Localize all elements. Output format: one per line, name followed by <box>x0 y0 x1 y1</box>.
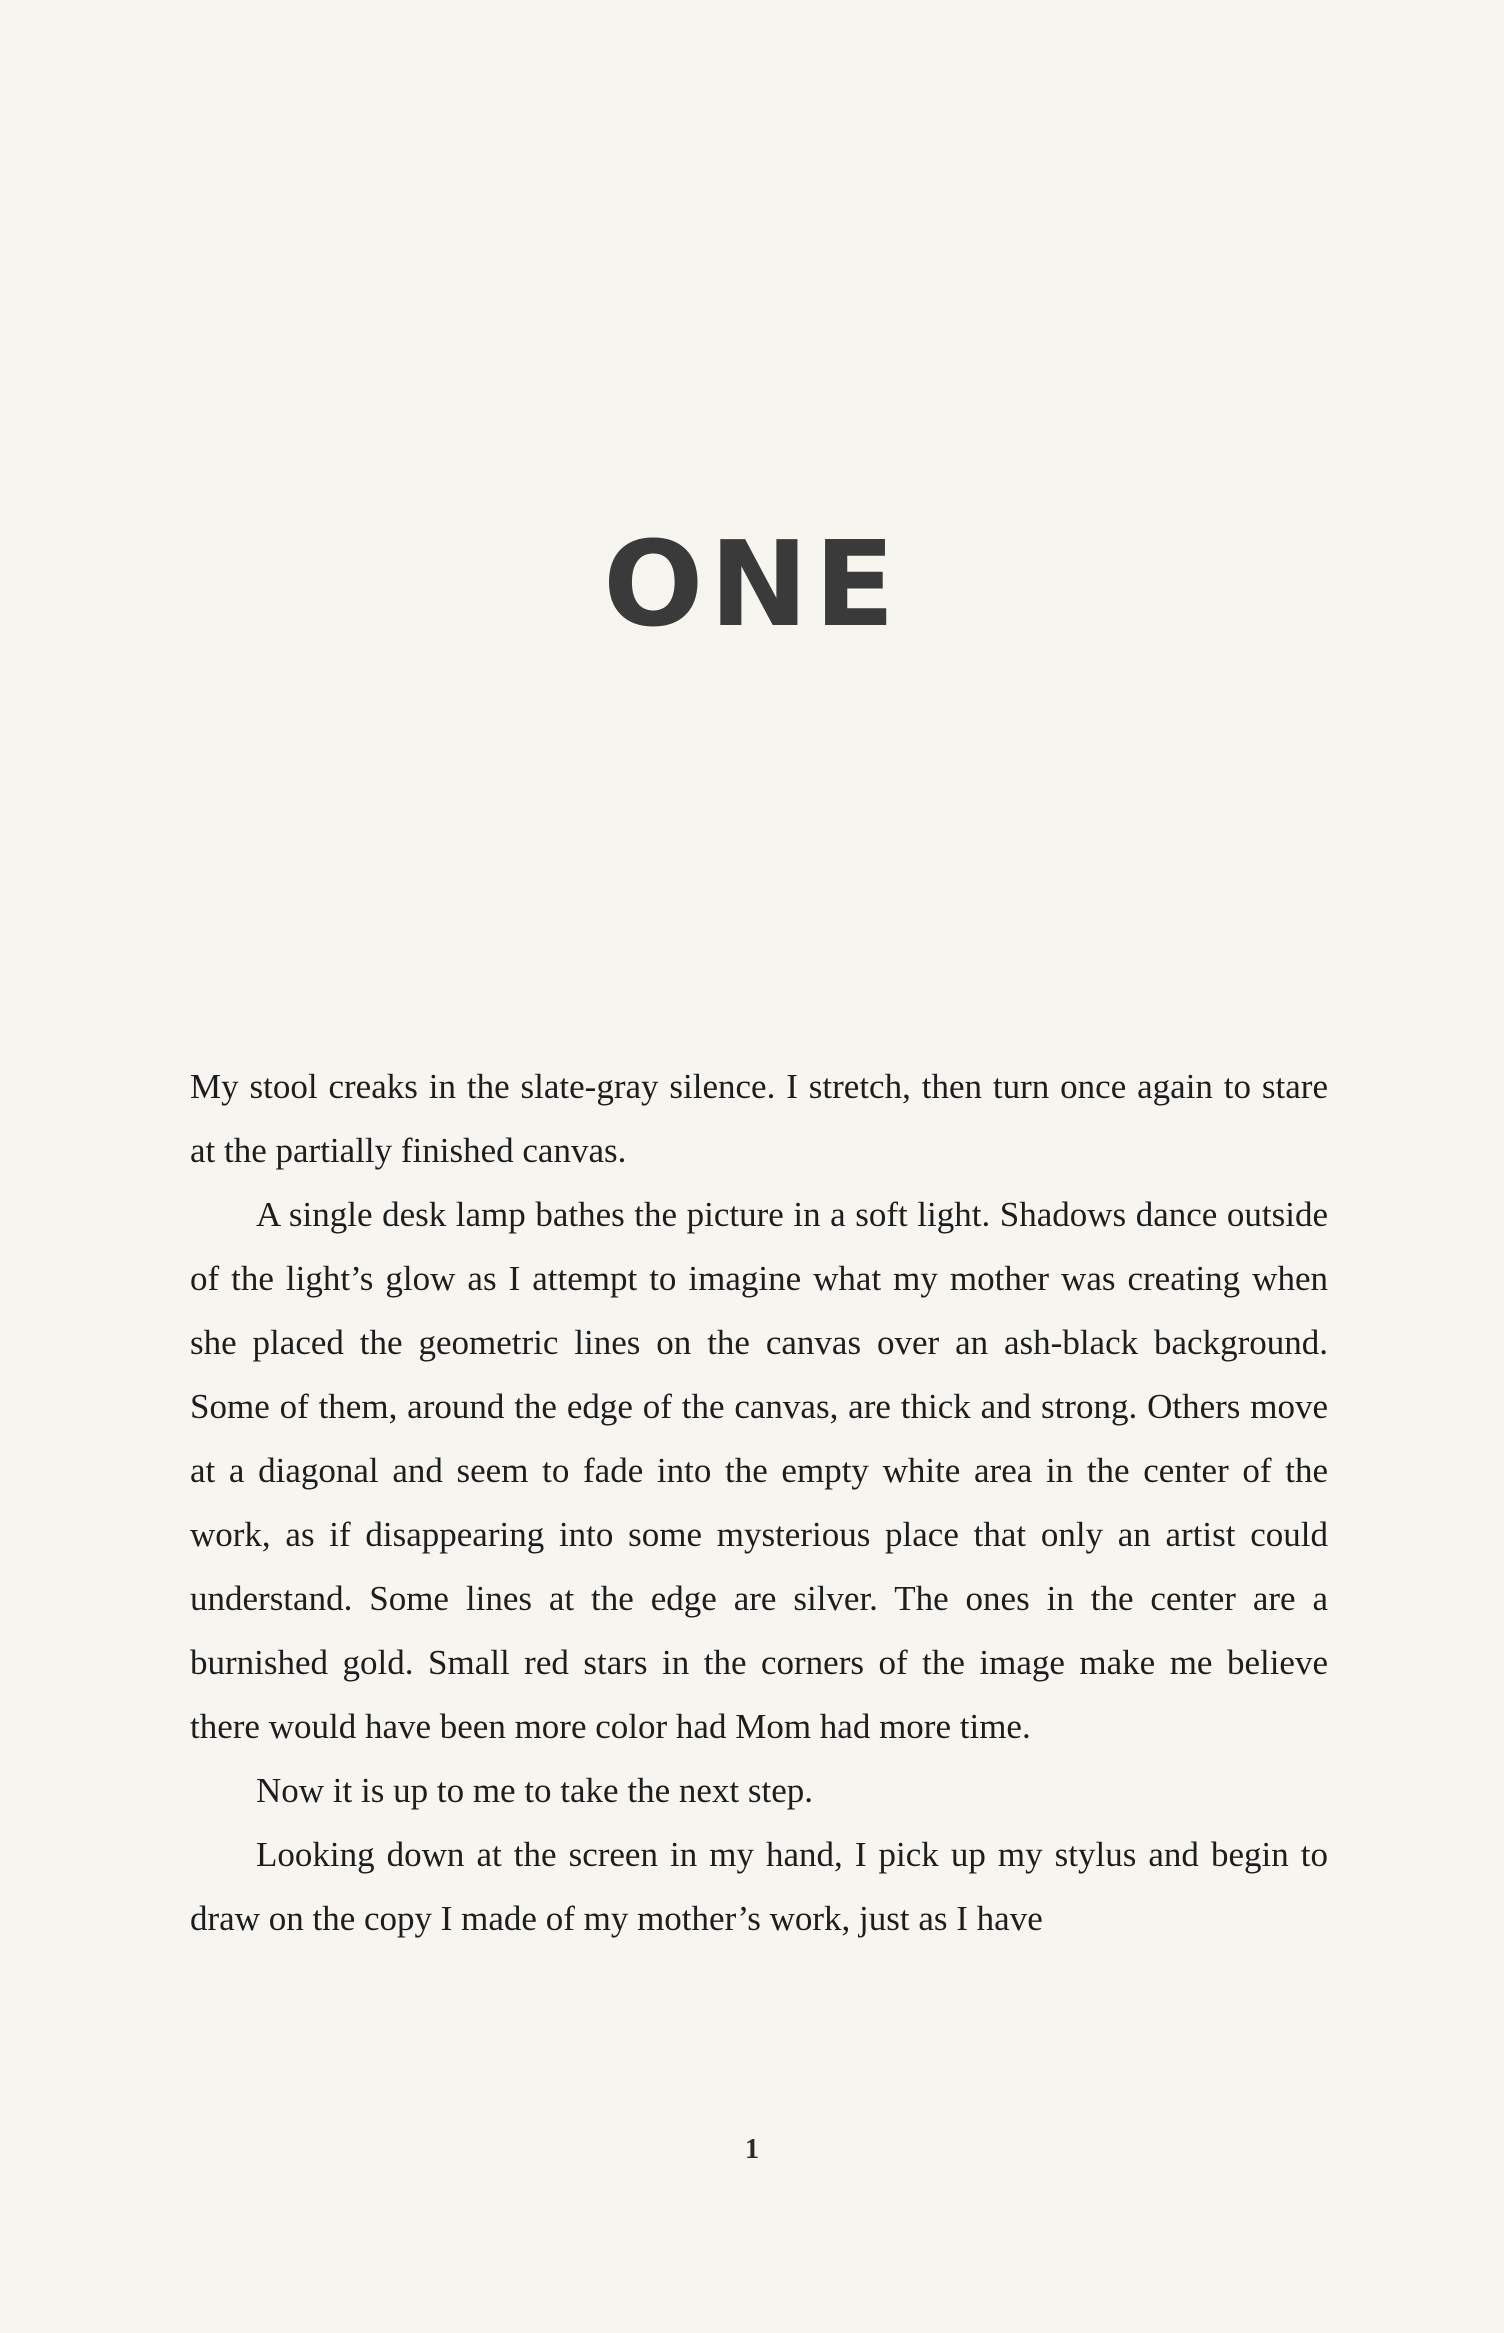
paragraph: A single desk lamp bathes the picture in a soft light. Shadows dance outside of the light’s glow as I attempt to imagine what my mother was creating when she placed the geometric lines on the canvas over an ash-black background. Some of them, around the edge of the canvas, are thick and strong. Others move at a diagonal and seem to fade into the empty white area in the center of the work, as if disappearing into some mysterious place that only an artist could understand. Some lines at the edge are silver. The ones in the center are a burnished gold. Small red stars in the corners of the image make me believe there would have been more color had Mom had more time. <box>190 1195 1328 1746</box>
paragraph: Looking down at the screen in my hand, I pick up my stylus and begin to draw on the copy I made of my mother’s work, just as I have <box>190 1835 1328 1938</box>
paragraph: Now it is up to me to take the next step. <box>256 1771 813 1810</box>
page-number: 1 <box>745 2134 759 2165</box>
body-text <box>190 1055 1328 1951</box>
chapter-title: ONE <box>603 515 901 653</box>
paragraph: My stool creaks in the slate-gray silence. I stretch, then turn once again to stare at the partially finished canvas. <box>190 1067 1328 1170</box>
